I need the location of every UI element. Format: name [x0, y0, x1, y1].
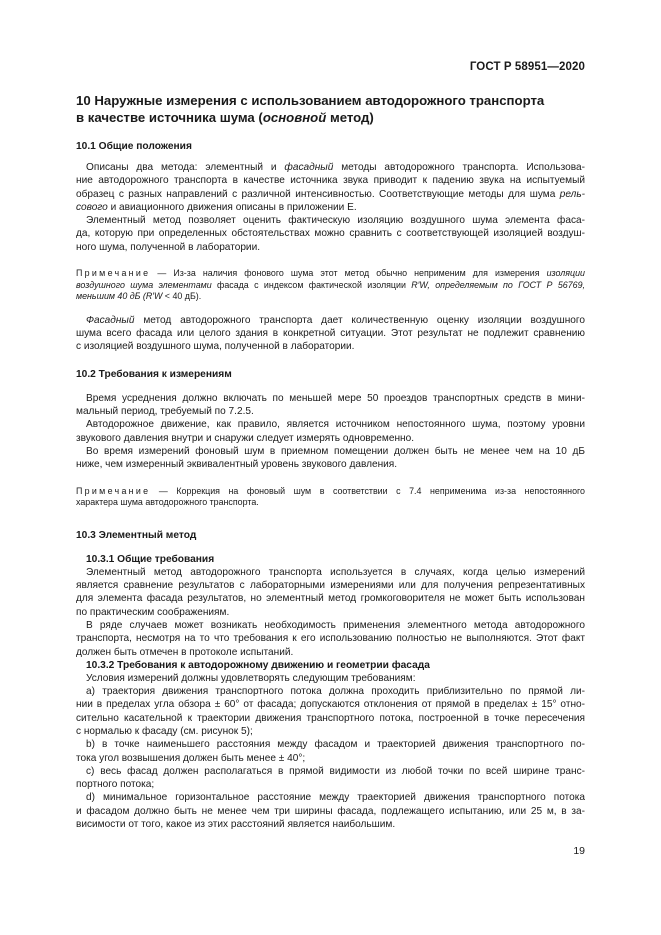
text-line: да, которую при определенных обстоятельствах можно сравнить с соответствующей изоляцией воздуш- [76, 228, 585, 240]
paragraph [76, 392, 585, 419]
text-line: Элементный метод автодорожного транспорта используется в случаях, когда целью измерений [86, 566, 585, 578]
page-number: 19 [573, 845, 585, 857]
paragraph [76, 672, 585, 685]
subsubsection-heading: 10.3.1 Общие требования [86, 553, 215, 565]
paragraph [76, 161, 585, 214]
text-line: является сравнение результатов с лабораторными измерениями или для получения репрезентативных [76, 580, 585, 592]
section-title [76, 93, 585, 126]
section-title-line: 10 Наружные измерения с использованием автодорожного транспорта [76, 93, 545, 108]
text: образец с разных направлений с различной интенсивностью. Соответствующие методы для шума [76, 188, 560, 200]
text-line: мальный период, требуемый по 7.2.5. [76, 406, 254, 418]
text-line: В ряде случаев может возникать необходимость применения элементного метода автодорожного [86, 619, 585, 631]
emphasis: воздушного шума элементами [76, 279, 212, 290]
text-line: по практическим соображениям. [76, 606, 230, 618]
emphasis: сового [76, 201, 108, 213]
list-item [76, 765, 585, 792]
section-title-line [76, 110, 585, 127]
subsubsection-heading: 10.3.2 Требования к автодорожному движению и геометрии фасада [86, 659, 430, 671]
text-line: ние автодорожного транспорта в качестве источника звука приводит к падению звука на испытуемый [76, 175, 585, 187]
text-line: портного потока; [76, 779, 155, 791]
text-line [76, 188, 585, 201]
list-item [76, 685, 585, 738]
paragraph [76, 418, 585, 445]
text: методы автодорожного транспорта. Использова- [333, 162, 585, 173]
note [76, 268, 585, 303]
list-item [76, 791, 585, 831]
subsection-heading: 10.3 Элементный метод [76, 529, 197, 541]
note-line [76, 280, 585, 292]
text-line: d) минимальное горизонтальное расстояние между траекторией движения транспортного потока [86, 792, 585, 804]
text-line: должен быть отмечен в протоколе испытаний. [76, 646, 294, 658]
text-line: нии в пределах угла обзора ± 60° от фасада; допускаются отклонения от прямой в пределах ± 15° отно- [76, 699, 585, 711]
paragraph [76, 214, 585, 254]
note-dash: — [150, 485, 177, 496]
text: метод автодорожного транспорта дает количественную оценку изоляции воздушного [134, 314, 585, 326]
text-line: и фасадом должно быть не менее чем три ширины фасада, подлежащего испытанию, или 25 м, в за- [76, 805, 585, 817]
emphasis: изоляции [546, 268, 585, 279]
text-line: Во время измерений фоновый шум в приемном помещении должен быть не менее чем на 10 дБ [86, 445, 585, 457]
text-line: ного шума, полученной в лаборатории. [76, 241, 261, 253]
text-line: ниже, чем измеренный эквивалентный уровень звукового давления. [76, 459, 398, 471]
text: фасада с индексом фактической изоляции [211, 279, 412, 290]
title-text: метод) [326, 109, 374, 125]
note-line [76, 291, 585, 303]
text-line [76, 161, 585, 174]
text: , определяемым по ГОСТ Р 56769, [427, 279, 585, 290]
text-line: звукового давления внутри и снаружи следует измерять одновременно. [76, 432, 415, 444]
text-line: Автодорожное движение, как правило, является источником непостоянного шума, поэтому уровни [86, 419, 585, 431]
note [76, 486, 585, 509]
text-line: транспорта, несмотря на то что требования к его использованию полностью не выполняются. Этот факт [76, 633, 585, 645]
text-line: b) в точке наименьшего расстояния между фасадом и траекторией движения транспортного по- [86, 739, 585, 751]
text: Коррекция на фоновый шум в соответствии с 7.4 неприменима из-за непостоянного [176, 485, 585, 496]
list-item [76, 738, 585, 765]
text-line: для элемента фасада результатов, но элементный метод громкоговорителя не может быть использован [76, 593, 585, 605]
subsection-heading: 10.1 Общие положения [76, 141, 192, 152]
text-line: Время усреднения должно включать по меньшей мере 50 проездов транспортных средств в мини- [86, 392, 585, 404]
text-line: Элементный метод позволяет оценить фактическую изоляцию воздушного шума элемента фаса- [86, 215, 585, 227]
text-line: тока угол возвышения должен быть менее ± 40°; [76, 752, 306, 764]
paragraph [76, 314, 585, 354]
index-symbol: R′W [145, 291, 163, 302]
text: < 40 дБ). [162, 291, 202, 302]
text-line: шума всего фасада или целого здания в конкретной ситуации. Этот результат не подлежит сравнению [76, 328, 585, 340]
note-line [76, 268, 585, 280]
text-line: с нормалью к фасаду (см. рисунок 5); [76, 725, 253, 737]
text-line: с изоляцией воздушного шума, полученной в лаборатории. [76, 341, 355, 353]
emphasis: Фасадный [86, 314, 135, 326]
note-label: Примечание [76, 485, 151, 496]
note-label: Примечание [76, 268, 151, 279]
paragraph [76, 619, 585, 659]
title-emphasis: основной [262, 109, 327, 125]
text-line [76, 201, 585, 214]
note-line: характера шума автодорожного транспорта. [76, 497, 259, 508]
text-line: висимости от того, какое из этих расстояний является наибольшим. [76, 819, 396, 831]
emphasis: рель- [559, 188, 585, 200]
paragraph [76, 566, 585, 619]
text: и авиационного движения описаны в приложении Е. [107, 201, 357, 213]
paragraph [76, 445, 585, 472]
text-line: Условия измерений должны удовлетворять следующим требованиям: [86, 672, 416, 684]
subsection-heading: 10.2 Требования к измерениям [76, 368, 232, 380]
text: Описаны два метода: элементный и [86, 162, 285, 173]
text-line: c) весь фасад должен располагаться в прямой видимости из любой точки по всей ширине транс- [86, 765, 585, 777]
page-content [76, 93, 585, 831]
text-line [76, 314, 585, 327]
text-line: сительно касательной к траектории движения транспортного потока, построенной в точке пересечения [76, 712, 585, 724]
standard-number: ГОСТ Р 58951—2020 [469, 61, 585, 73]
emphasis: фасадный [284, 162, 334, 173]
index-symbol: R′W [411, 279, 428, 290]
text-line: a) траектория движения транспортного потока должна проходить приблизительно по прямой ли- [86, 686, 585, 698]
text: меньшим 40 дБ ( [76, 291, 146, 302]
note-line [76, 486, 585, 498]
title-text: в качестве источника шума ( [76, 109, 263, 125]
text: Из-за наличия фонового шума этот метод обычно неприменим для измерения [173, 268, 547, 279]
note-dash: — [150, 268, 174, 279]
